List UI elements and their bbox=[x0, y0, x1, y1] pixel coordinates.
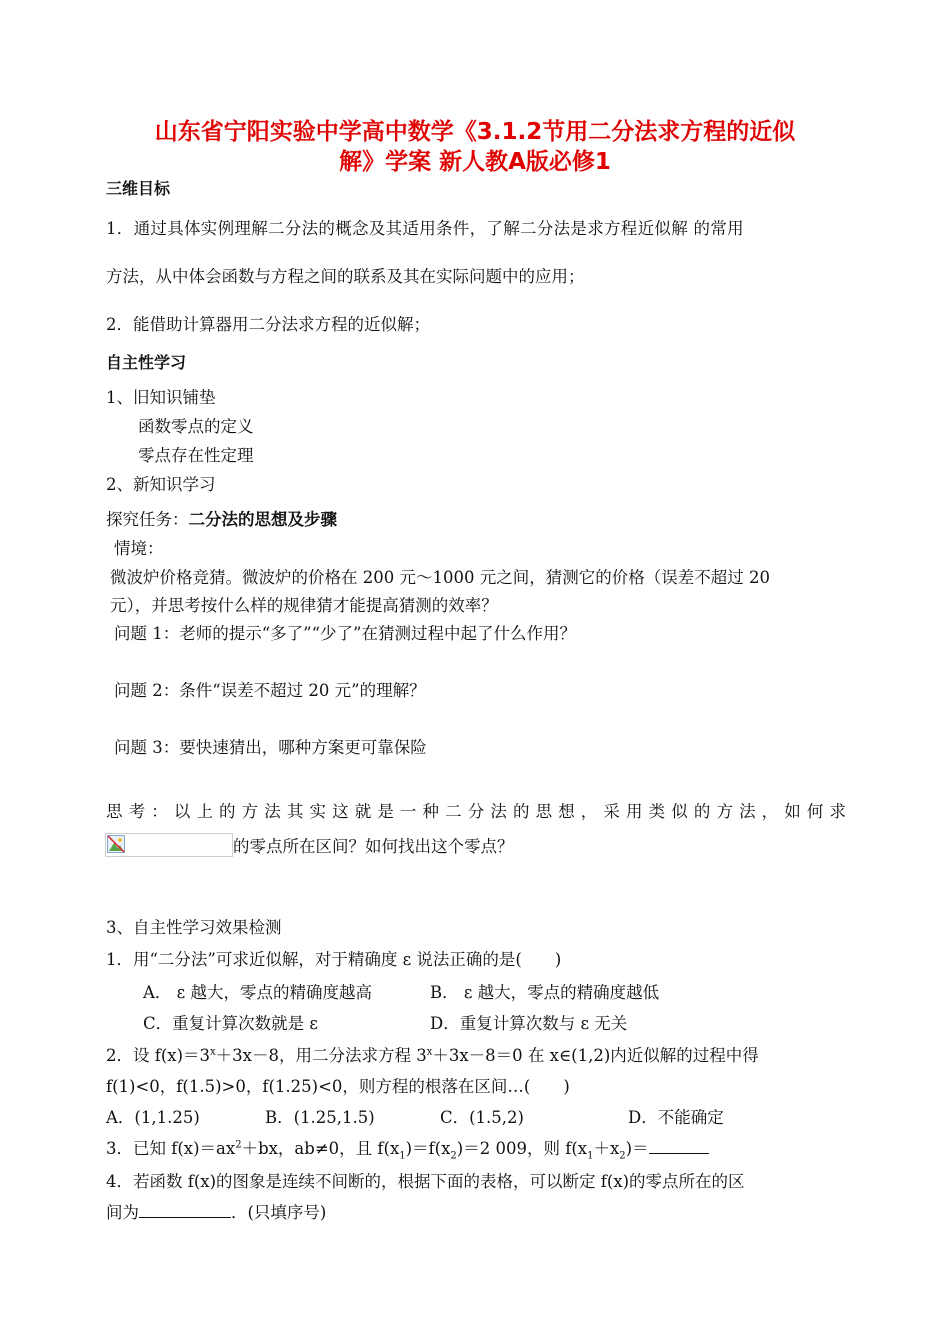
goals-heading: 三维目标 bbox=[106, 179, 171, 198]
q2-text-3: ＋3x－8＝0 在 x∈(1,2)内近似解的过程中得 bbox=[432, 1046, 759, 1065]
q4-text-2: ．(只填序号) bbox=[231, 1203, 327, 1222]
goal-item-1-line-1: 1．通过具体实例理解二分法的概念及其适用条件，了解二分法是求方程近似解 的常用 bbox=[106, 219, 744, 238]
old-knowledge-title: 1、旧知识铺垫 bbox=[106, 388, 216, 407]
q2-text-2: ＋3x－8，用二分法求方程 3 bbox=[215, 1046, 427, 1065]
check-question-4-line-2 bbox=[106, 1202, 326, 1224]
q3-exponent: 2 bbox=[235, 1139, 242, 1151]
check-q1-option-b: B． ε 越大，零点的精确度越低 bbox=[430, 983, 660, 1002]
situation-label: 情境： bbox=[114, 539, 164, 558]
old-knowledge-item-2: 零点存在性定理 bbox=[138, 446, 254, 465]
q3-text-6: )＝ bbox=[625, 1139, 649, 1158]
situation-line-2: 元），并思考按什么样的规律猜才能提高猜测的效率？ bbox=[110, 596, 498, 615]
old-knowledge-item-1: 函数零点的定义 bbox=[138, 417, 254, 436]
check-question-2-line-1 bbox=[106, 1045, 759, 1067]
q3-text-1: 3．已知 f(x)＝ax bbox=[106, 1139, 236, 1158]
check-question-4-line-1: 4．若函数 f(x)的图象是连续不间断的，根据下面的表格，可以断定 f(x)的零点所在的区 bbox=[106, 1172, 745, 1191]
check-question-3 bbox=[106, 1138, 709, 1160]
check-q1-option-c: C．重复计算次数就是 ε bbox=[143, 1014, 318, 1033]
q3-text-4: )＝2 009，则 f(x bbox=[456, 1139, 588, 1158]
self-study-heading: 自主性学习 bbox=[106, 353, 187, 372]
goal-item-2: 2．能借助计算器用二分法求方程的近似解； bbox=[106, 315, 430, 334]
question-2: 问题 2：条件“误差不超过 20 元”的理解？ bbox=[114, 681, 426, 700]
q3-text-2: ＋bx，ab≠0，且 f(x bbox=[241, 1139, 400, 1158]
think-line-1: 思考：以上的方法其实这就是一种二分法的思想，采用类似的方法，如何求 bbox=[106, 802, 846, 821]
check-question-1: 1．用“二分法”可求近似解，对于精确度 ε 说法正确的是( ) bbox=[106, 950, 562, 969]
q4-text-1: 间为 bbox=[106, 1203, 139, 1222]
check-q2-option-d: D．不能确定 bbox=[628, 1108, 724, 1127]
check-q2-option-a: A．(1,1.25) bbox=[106, 1108, 200, 1127]
check-question-2-line-2: f(1)<0，f(1.5)>0，f(1.25)<0，则方程的根落在区间…( ) bbox=[106, 1077, 570, 1096]
q2-exponent-1: x bbox=[210, 1046, 216, 1058]
think-line-2: 的零点所在区间？如何找出这个零点？ bbox=[233, 837, 514, 856]
question-1: 问题 1：老师的提示“多了”“少了”在猜测过程中起了什么作用？ bbox=[114, 624, 576, 643]
explore-task bbox=[106, 509, 337, 531]
broken-image-icon bbox=[107, 835, 125, 853]
title-line-1: 山东省宁阳实验中学高中数学《3.1.2节用二分法求方程的近似 bbox=[154, 119, 796, 145]
q3-subscript-1: 1 bbox=[399, 1150, 406, 1162]
q4-answer-blank[interactable] bbox=[139, 1203, 231, 1218]
check-q1-option-d: D．重复计算次数与 ε 无关 bbox=[430, 1014, 628, 1033]
check-q2-option-b: B．(1.25,1.5) bbox=[265, 1108, 375, 1127]
title-line-2: 解》学案 新人教A版必修1 bbox=[339, 149, 611, 175]
situation-line-1: 微波炉价格竞猜。微波炉的价格在 200 元～1000 元之间，猜测它的价格（误差不超过 20 bbox=[110, 568, 770, 587]
question-3: 问题 3：要快速猜出，哪种方案更可靠保险 bbox=[114, 738, 427, 757]
q3-subscript-3: 1 bbox=[587, 1150, 594, 1162]
q2-text-1: 2．设 f(x)＝3 bbox=[106, 1046, 211, 1065]
check-q2-option-c: C．(1.5,2) bbox=[440, 1108, 524, 1127]
check-heading: 3、自主性学习效果检测 bbox=[106, 918, 282, 937]
new-knowledge-title: 2、新知识学习 bbox=[106, 475, 216, 494]
q3-answer-blank[interactable] bbox=[649, 1139, 709, 1154]
q3-subscript-2: 2 bbox=[450, 1150, 457, 1162]
goal-item-1-line-2: 方法，从中体会函数与方程之间的联系及其在实际问题中的应用； bbox=[106, 267, 585, 286]
q3-text-3: )＝f(x bbox=[405, 1139, 451, 1158]
broken-image-placeholder bbox=[105, 833, 233, 857]
q3-subscript-4: 2 bbox=[619, 1150, 626, 1162]
q2-exponent-2: x bbox=[426, 1046, 433, 1058]
document-title bbox=[0, 117, 950, 177]
q3-text-5: ＋x bbox=[593, 1139, 620, 1158]
check-q1-option-a: A． ε 越大，零点的精确度越高 bbox=[143, 983, 372, 1002]
explore-task-title: 二分法的思想及步骤 bbox=[188, 510, 337, 529]
explore-task-label: 探究任务： bbox=[106, 510, 189, 529]
